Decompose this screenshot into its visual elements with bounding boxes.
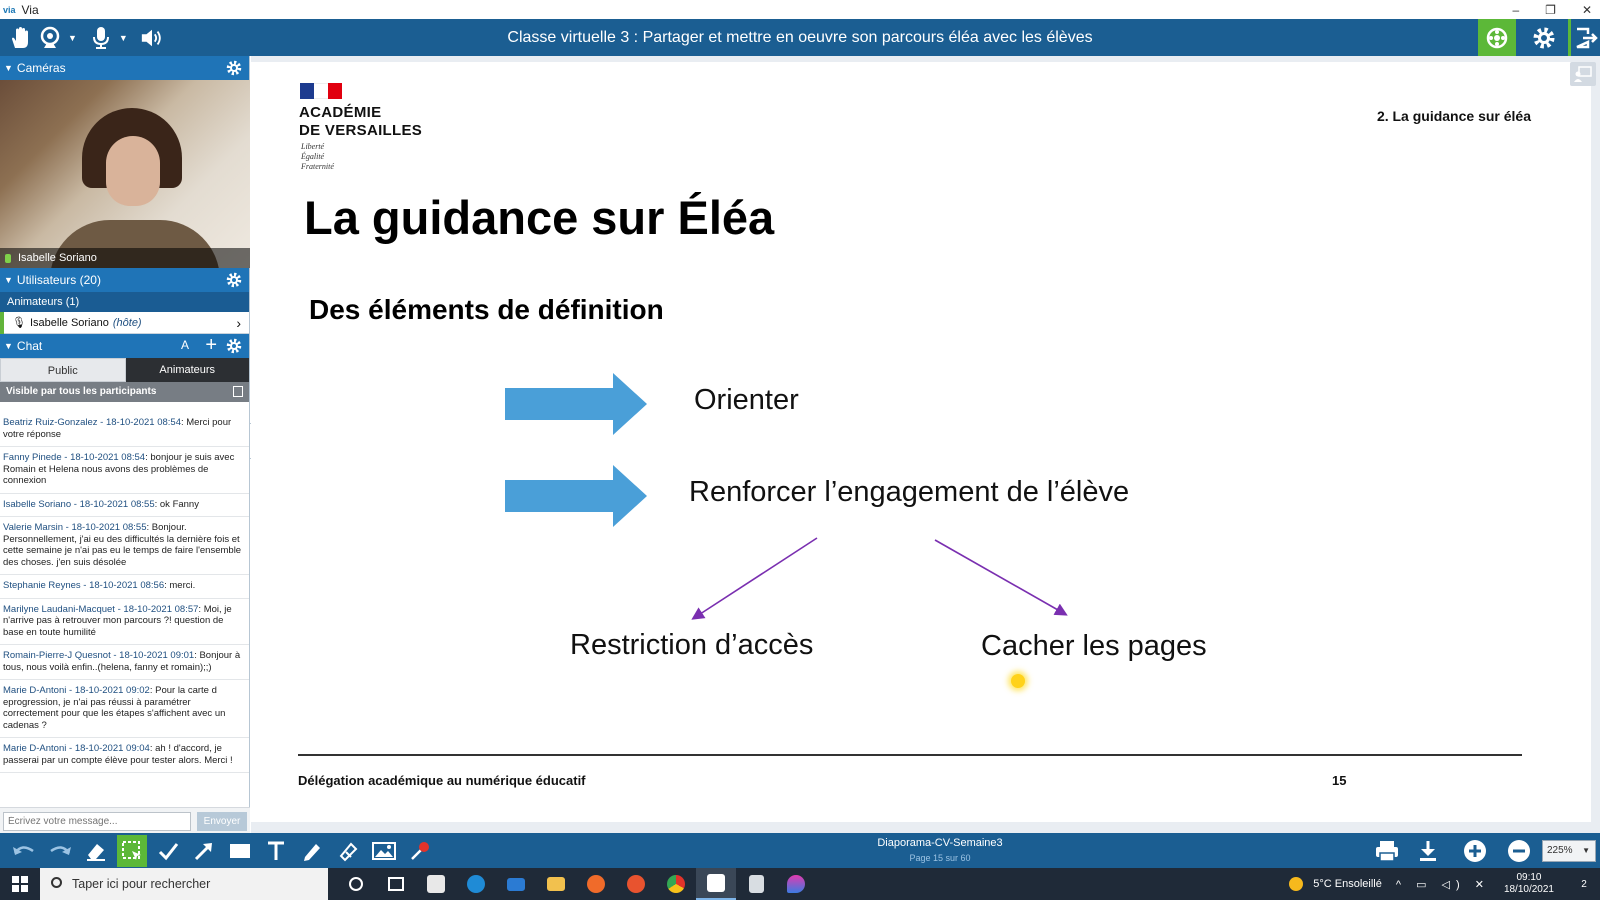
via-logo: via	[3, 4, 16, 15]
chat-colon: :	[164, 580, 170, 591]
presenter-icon	[1574, 66, 1592, 82]
hand-icon	[9, 26, 31, 50]
settings-button[interactable]	[1530, 24, 1558, 52]
chat-text: Merci pour votre réponse	[3, 417, 232, 440]
taskbar-app-chrome[interactable]	[656, 868, 696, 900]
annotation-tools	[6, 833, 438, 868]
collapse-triangle-icon: ▼	[4, 275, 13, 285]
chat-timestamp: 18-10-2021 09:04	[74, 743, 150, 754]
shared-document-area	[251, 56, 1600, 833]
chat-author[interactable]: Marilyne Laudani-Macquet	[3, 603, 115, 615]
top-right-tools	[1478, 19, 1600, 56]
taskbar-app-notepad[interactable]	[736, 868, 776, 900]
eraser-icon	[85, 840, 107, 862]
zoom-value: 225%	[1547, 844, 1573, 856]
chat-author[interactable]: Stephanie Reynes	[3, 580, 81, 591]
text-tool-button[interactable]	[258, 833, 294, 868]
firefox-icon	[587, 875, 605, 893]
chat-author[interactable]: Valerie Marsin	[3, 522, 64, 533]
taskbar-app-firefox-2[interactable]	[616, 868, 656, 900]
taskbar-app-firefox[interactable]	[576, 868, 616, 900]
branch-arrow-left	[694, 538, 817, 618]
footer-divider	[298, 754, 1522, 756]
redo-icon	[48, 843, 72, 859]
users-title: Utilisateurs (20)	[16, 273, 101, 287]
chat-text: Pour la carte d eprogression, je n'ai pas réussi à paramétrer correctement pour que les étapes s'affichent avec un cadenas ?	[3, 685, 226, 731]
chat-author[interactable]: Romain-Pierre-J Quesnot	[3, 650, 111, 661]
undo-icon	[12, 843, 36, 859]
download-icon[interactable]	[1416, 839, 1440, 863]
webcam-video	[0, 80, 250, 268]
taskbar-app-via[interactable]	[696, 868, 736, 900]
presenter-view-button[interactable]	[1570, 62, 1596, 86]
slide-subtitle: Des éléments de définition	[309, 294, 664, 325]
chat-message	[0, 645, 249, 680]
chat-text: ah ! d'accord, je passerai par un compte élève pour tester alors. Merci !	[3, 743, 233, 766]
whiteboard-toolbar	[0, 833, 1600, 868]
clock-time: 09:10	[1516, 872, 1542, 883]
chat-timestamp: 18-10-2021 08:54	[70, 452, 146, 463]
logo-versailles: DE VERSAILLES	[299, 122, 423, 139]
notepad-icon	[749, 875, 764, 893]
weather-text[interactable]: 5°C Ensoleillé	[1313, 878, 1382, 890]
cameras-gear-icon[interactable]	[225, 59, 243, 77]
cortana-icon	[349, 877, 363, 891]
image-tool-button[interactable]	[366, 833, 402, 868]
image-icon	[372, 841, 396, 861]
taskbar-app-edge[interactable]	[456, 868, 496, 900]
taskbar-app-mail[interactable]	[496, 868, 536, 900]
block-arrow-renforcer	[505, 465, 647, 527]
redo-button[interactable]	[42, 833, 78, 868]
print-icon[interactable]	[1374, 839, 1400, 863]
search-icon	[51, 877, 62, 888]
microphone-dropdown-icon[interactable]: ▼	[118, 32, 128, 43]
eraser-button[interactable]	[78, 833, 114, 868]
chat-message	[0, 517, 249, 575]
edge-icon	[467, 875, 485, 893]
tab-public[interactable]: Public	[0, 358, 126, 382]
webcam-face-shape	[106, 136, 160, 206]
branch-arrows	[681, 532, 1081, 622]
chat-separator: -	[63, 522, 72, 533]
webcam-name-label	[0, 248, 250, 268]
block-arrow-orienter	[505, 373, 647, 435]
chat-timestamp: 18-10-2021 08:55	[71, 522, 147, 533]
branch-restriction: Restriction d’accès	[570, 629, 814, 661]
minimize-button[interactable]: –	[1512, 2, 1520, 17]
chat-gear-icon[interactable]	[225, 337, 243, 355]
chat-text: Moi, je n'arrive pas à retrouver mon parcours ?! question de base en toute humilité	[3, 603, 232, 638]
chat-colon: :	[154, 498, 160, 510]
mic-active-icon	[5, 254, 11, 263]
webcam-dropdown-icon[interactable]: ▼	[68, 32, 77, 43]
checkmark-icon	[157, 840, 179, 862]
chat-message	[0, 447, 249, 494]
chat-author[interactable]: Marie D-Antoni	[3, 743, 67, 754]
zoom-select[interactable]	[1542, 840, 1596, 862]
rectangle-icon	[229, 842, 251, 860]
exit-session-button[interactable]	[1568, 19, 1600, 56]
notification-count: 2	[1581, 878, 1587, 890]
add-chat-icon[interactable]: +	[205, 334, 217, 356]
drop-app-icon	[787, 875, 805, 893]
document-name: Diaporama-CV-Semaine3	[877, 837, 1003, 849]
slide	[251, 62, 1591, 822]
top-tools	[8, 19, 164, 56]
collapse-triangle-icon: ▼	[4, 63, 13, 73]
marianne-flag-logo	[300, 83, 342, 99]
rectangle-tool-button[interactable]	[222, 833, 258, 868]
tray-icons[interactable]: ^ ▭ ◁) ✕	[1395, 878, 1490, 891]
undo-button[interactable]	[6, 833, 42, 868]
system-tray	[1289, 868, 1600, 900]
mail-icon	[507, 878, 525, 891]
chat-colon: :	[194, 650, 200, 661]
gear-icon	[1531, 25, 1557, 51]
recording-button[interactable]	[1478, 19, 1516, 56]
chat-author[interactable]: Beatriz Ruiz-Gonzalez	[3, 417, 98, 428]
chrome-icon	[667, 875, 685, 893]
cortana-button[interactable]	[336, 868, 376, 900]
chat-text: ok Fanny	[159, 498, 199, 510]
item-renforcer: Renforcer l’engagement de l’élève	[689, 476, 1130, 508]
chat-message	[0, 738, 249, 773]
top-toolbar	[0, 19, 1600, 56]
slide-page-number: 15	[1332, 773, 1347, 788]
chat-colon: :	[198, 603, 204, 615]
chat-author[interactable]: Marie D-Antoni	[3, 685, 67, 696]
chat-separator: -	[114, 603, 124, 615]
weather-sun-icon	[1289, 877, 1303, 891]
chat-separator: -	[66, 743, 75, 754]
chat-header[interactable]	[0, 334, 249, 358]
chat-text: merci.	[169, 580, 196, 591]
via-app-icon	[707, 874, 725, 892]
chat-colon: :	[146, 522, 152, 533]
tab-animateurs[interactable]: Animateurs	[126, 358, 250, 382]
send-button[interactable]: Envoyer	[197, 812, 247, 831]
raise-hand-button[interactable]	[8, 26, 32, 50]
user-name: Isabelle Soriano	[29, 316, 109, 329]
chat-visibility-text: Visible par tous les participants	[6, 386, 157, 397]
pen-tool-button[interactable]	[294, 833, 330, 868]
chat-text: bonjour je suis avec Romain et Helena nous avons des problèmes de connexion	[3, 452, 235, 486]
speaker-icon	[140, 26, 164, 50]
chevron-right-icon[interactable]: ›	[236, 314, 241, 331]
speaker-button[interactable]	[140, 26, 164, 50]
motto-line: Égalité	[301, 152, 325, 161]
chat-author[interactable]: Isabelle Soriano	[3, 498, 72, 510]
text-icon	[266, 840, 286, 862]
item-orienter: Orienter	[694, 384, 799, 416]
cameras-header[interactable]	[0, 56, 249, 80]
chat-timestamp: 18-10-2021 08:54	[105, 417, 181, 428]
motto-line: Fraternité	[301, 162, 334, 171]
maximize-button[interactable]: ❐	[1545, 2, 1556, 17]
chat-timestamp: 18-10-2021 08:55	[79, 498, 155, 510]
highlighter-tool-button[interactable]	[330, 833, 366, 868]
webcam-person-name: Isabelle Soriano	[18, 252, 97, 264]
slide-title: La guidance sur Éléa	[304, 191, 775, 244]
store-icon	[427, 875, 445, 893]
session-title: Classe virtuelle 3 : Partager et mettre en oeuvre son parcours éléa avec les élèves	[507, 29, 1093, 46]
taskbar-search-placeholder: Taper ici pour rechercher	[72, 877, 211, 891]
chat-timestamp: 18-10-2021 09:02	[74, 685, 150, 696]
chat-message	[0, 494, 249, 518]
taskbar-app-explorer[interactable]	[536, 868, 576, 900]
chat-author[interactable]: Fanny Pinede	[3, 452, 62, 463]
user-mic-icon: 🎙	[12, 317, 26, 329]
notification-center-button[interactable]	[1568, 868, 1600, 900]
chat-title: Chat	[16, 339, 43, 353]
window-titlebar	[0, 0, 1600, 19]
taskbar-apps	[336, 868, 816, 900]
chat-separator: -	[97, 417, 106, 428]
windows-taskbar	[0, 868, 1600, 900]
chevron-down-icon: ▼	[1582, 845, 1590, 855]
chat-input-row	[0, 807, 250, 833]
select-tool-button[interactable]	[117, 835, 147, 867]
users-gear-icon[interactable]	[225, 271, 243, 289]
webcam-icon	[39, 26, 61, 50]
task-view-button[interactable]	[376, 868, 416, 900]
clock-date: 18/10/2021	[1503, 884, 1554, 895]
branch-cacher: Cacher les pages	[981, 630, 1207, 662]
chat-separator: -	[66, 685, 75, 696]
chat-separator: -	[110, 650, 120, 661]
start-button[interactable]	[0, 868, 40, 900]
chat-colon: :	[180, 417, 187, 428]
taskbar-clock[interactable]	[1504, 872, 1554, 896]
close-window-button[interactable]: ✕	[1581, 2, 1592, 17]
user-status-bar	[0, 312, 4, 334]
chat-timestamp: 18-10-2021 09:01	[119, 650, 195, 661]
slide-footer: Délégation académique au numérique éducatif	[298, 773, 586, 788]
webcam-button[interactable]	[38, 26, 62, 50]
animators-group-label[interactable]: Animateurs (1)	[0, 292, 249, 312]
font-size-icon[interactable]: A	[180, 338, 189, 352]
cameras-title: Caméras	[16, 61, 66, 75]
chat-separator: -	[61, 452, 71, 463]
branch-arrow-right	[935, 540, 1065, 614]
chat-message-input[interactable]	[3, 812, 191, 831]
users-header[interactable]	[0, 268, 249, 292]
microphone-button[interactable]	[89, 26, 113, 50]
selection-icon	[121, 840, 143, 862]
copy-icon[interactable]	[233, 386, 243, 397]
chat-message	[0, 599, 249, 646]
chat-separator: -	[71, 498, 80, 510]
task-view-icon	[388, 877, 404, 891]
chat-message	[0, 575, 249, 599]
chat-visibility-bar	[0, 382, 249, 402]
logo-academie: ACADÉMIE	[299, 104, 382, 121]
document-page-info: Page 15 sur 60	[909, 853, 971, 863]
window-title: Via	[21, 2, 39, 17]
windows-logo-icon	[12, 876, 28, 892]
slide-section-label: 2. La guidance sur éléa	[1376, 108, 1531, 124]
chat-colon: :	[149, 743, 156, 754]
checkmark-tool-button[interactable]	[150, 833, 186, 868]
pointer-tool-button[interactable]	[402, 833, 438, 868]
user-role: (hôte)	[112, 316, 142, 329]
taskbar-app-store[interactable]	[416, 868, 456, 900]
motto-line: Liberté	[301, 142, 325, 151]
pen-icon	[301, 840, 323, 862]
taskbar-app-other[interactable]	[776, 868, 816, 900]
firefox-icon	[627, 875, 645, 893]
folder-icon	[547, 877, 565, 891]
recording-icon	[1485, 26, 1509, 50]
chat-tabs	[0, 358, 249, 382]
taskbar-search-box[interactable]	[40, 868, 328, 900]
zoom-in-icon[interactable]	[1462, 838, 1488, 864]
pointer-icon	[409, 840, 431, 862]
window-controls	[1512, 0, 1592, 19]
collapse-triangle-icon: ▼	[4, 341, 13, 351]
left-panel	[0, 56, 250, 833]
exit-icon	[1574, 26, 1598, 50]
chat-timestamp: 18-10-2021 08:56	[89, 580, 165, 591]
arrow-tool-button[interactable]	[186, 833, 222, 868]
chat-colon: :	[145, 452, 151, 463]
microphone-icon	[92, 26, 110, 50]
zoom-out-icon[interactable]	[1506, 838, 1532, 864]
user-row-host[interactable]	[0, 312, 249, 334]
chat-text: Bonjour. Personnellement, j'ai eu des difficultés la dernière fois et cette semaine je n'ai pas eu le temps de faire l'ensemble des choses. j'en suis désolée	[3, 522, 242, 568]
chat-message	[0, 680, 249, 738]
presenter-pointer	[1011, 674, 1025, 688]
chat-message	[0, 412, 249, 447]
chat-colon: :	[149, 685, 156, 696]
document-controls	[1374, 833, 1596, 868]
chat-log[interactable]	[0, 402, 249, 785]
arrow-icon	[193, 840, 215, 862]
chat-text: Bonjour à tous, nous voilà enfin..(helena, fanny et romain);;)	[3, 650, 241, 673]
logo-motto	[301, 142, 334, 172]
chat-separator: -	[80, 580, 90, 591]
chat-timestamp: 18-10-2021 08:57	[123, 603, 199, 615]
highlighter-icon	[337, 840, 359, 862]
